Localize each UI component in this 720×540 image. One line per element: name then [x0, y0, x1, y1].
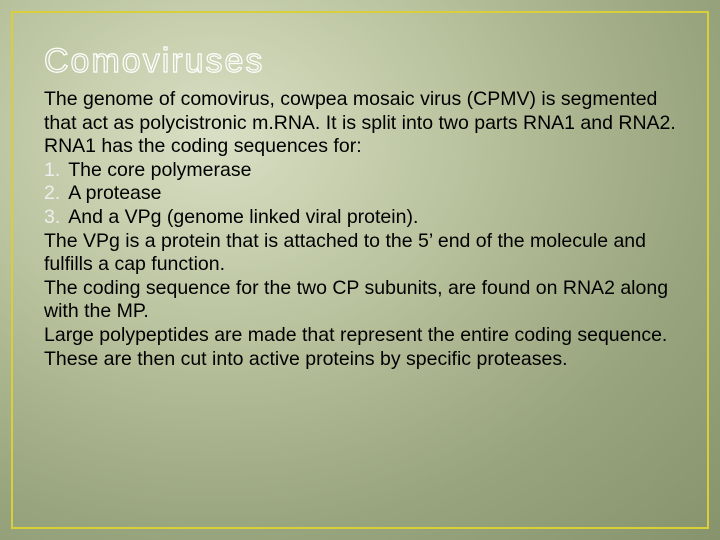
rna2-paragraph: The coding sequence for the two CP subunits, are found on RNA2 along with the MP. [44, 276, 669, 323]
polypeptide-paragraph: Large polypeptides are made that represent the entire coding sequence. These are then cut into active proteins by specific proteases. [44, 323, 668, 370]
list-text: And a VPg (genome linked viral protein). [68, 205, 419, 228]
list-text: A protease [68, 182, 162, 205]
list-item [44, 159, 684, 183]
list-text: The core polymerase [68, 158, 252, 181]
rna1-heading: RNA1 has the coding sequences for: [44, 135, 362, 158]
slide-body [44, 88, 684, 371]
intro-paragraph: The genome of comovirus, cowpea mosaic virus (CPMV) is segmented that act as polycistronic m.RNA. It is split into two parts RNA1 and RNA2. [44, 88, 676, 134]
list-number: 3. [44, 205, 61, 228]
list-number: 2. [44, 182, 61, 205]
list-item [44, 206, 684, 230]
slide-title: Comoviruses [44, 42, 265, 80]
list-item [44, 182, 684, 206]
list-number: 1. [44, 158, 61, 181]
vpg-paragraph: The VPg is a protein that is attached to the 5’ end of the molecule and fulfills a cap function. [44, 229, 646, 276]
